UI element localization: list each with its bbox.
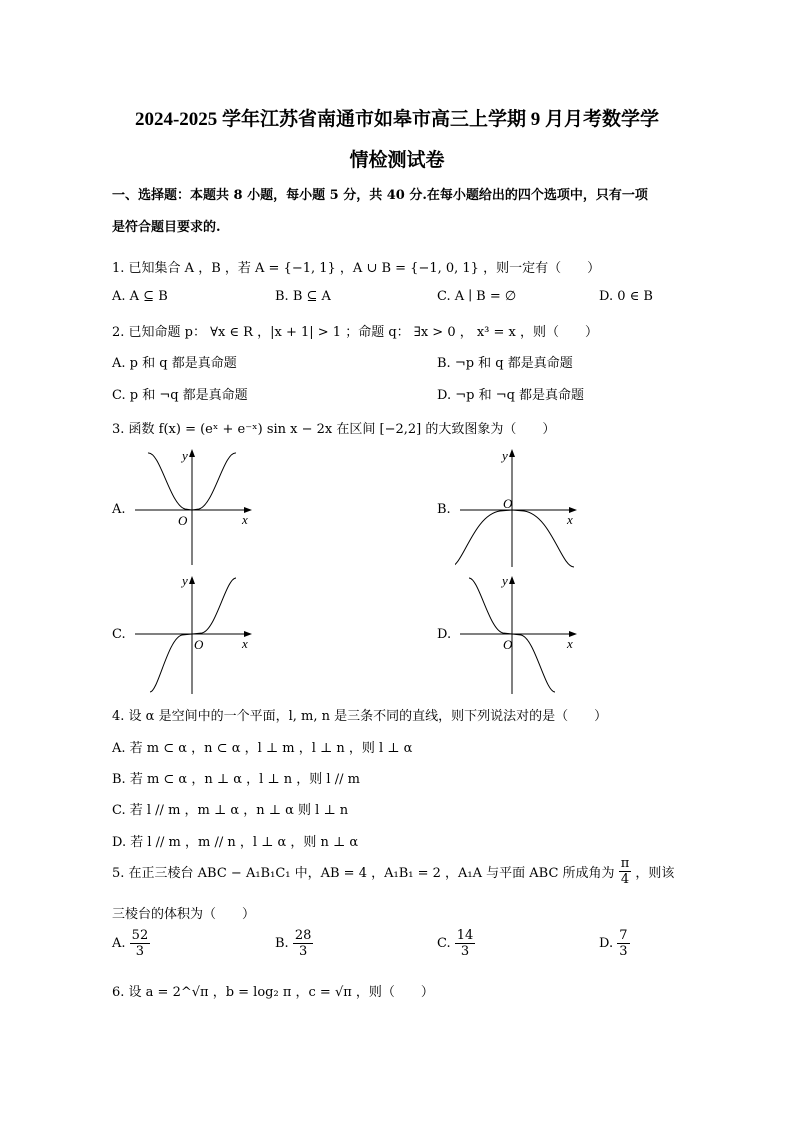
option-fraction — [293, 928, 314, 959]
option-label: A. — [112, 936, 126, 951]
question-4-option-d: D. 若 l // m ，m // n ，l ⊥ α ，则 n ⊥ α — [112, 835, 359, 850]
question-2-option-b: B. ¬p 和 q 都是真命题 — [437, 356, 573, 371]
angle-numerator: π — [620, 856, 630, 871]
option-fraction — [130, 928, 151, 959]
graph-c-y-label: y — [182, 573, 188, 588]
question-3-option-c-label: C. — [112, 627, 126, 642]
question-3-option-d-label: D. — [437, 627, 452, 642]
question-3-graph-a — [130, 445, 255, 567]
question-1-option-b: B. B ⊆ A — [275, 289, 331, 304]
section-heading-line2: 是符合题目要求的. — [112, 220, 221, 235]
numerator: 52 — [131, 928, 149, 943]
graph-a-y-label: y — [182, 448, 188, 463]
question-1-option-d: D. 0 ∈ B — [599, 289, 653, 304]
question-4-option-b: B. 若 m ⊂ α ，n ⊥ α ，l ⊥ n ，则 l // m — [112, 772, 360, 787]
option-label: C. — [437, 936, 451, 951]
question-3-stem: 3. 函数 f(x) = (eˣ + e⁻ˣ) sin x − 2x 在区间 [−2,2] 的大致图象为（ ） — [112, 422, 556, 437]
question-3-graph-c — [130, 572, 255, 697]
denominator: 3 — [298, 944, 308, 959]
question-3-option-b-label: B. — [437, 502, 451, 517]
question-3-option-a-label: A. — [112, 502, 126, 517]
graph-a-x-label: x — [242, 512, 248, 527]
question-5-stem-line2: 三棱台的体积为（ ） — [112, 907, 256, 922]
graph-d-origin-label: O — [503, 637, 513, 652]
numerator: 7 — [619, 928, 628, 943]
question-4-option-a: A. 若 m ⊂ α ，n ⊂ α ，l ⊥ m ，l ⊥ n ，则 l ⊥ α — [112, 741, 413, 756]
numerator: 14 — [456, 928, 474, 943]
denominator: 3 — [460, 944, 470, 959]
question-5-stem-a: 5. 在正三棱台 ABC − A₁B₁C₁ 中，AB = 4 ，A₁B₁ = 2 ，A₁A 与平面 ABC 所成角为 — [112, 866, 615, 881]
graph-b-origin-label: O — [503, 496, 513, 511]
document-title-line1: 2024-2025 学年江苏省南通市如皋市高三上学期 9 月月考数学学 — [134, 109, 660, 130]
question-5-option-d — [599, 928, 630, 959]
question-5-option-a — [112, 928, 150, 959]
graph-c-x-label: x — [242, 636, 248, 651]
document-title-line2: 情检测试卷 — [349, 150, 445, 171]
question-2-option-d: D. ¬p 和 ¬q 都是真命题 — [437, 388, 585, 403]
option-label: B. — [275, 936, 289, 951]
graph-b-x-label: x — [567, 512, 573, 527]
graph-d-x-label: x — [567, 636, 573, 651]
question-1-stem: 1. 已知集合 A ，B ，若 A = {−1, 1} ，A ∪ B = {−1, 0, 1} ，则一定有（ ） — [112, 261, 601, 276]
question-2-option-c: C. p 和 ¬q 都是真命题 — [112, 388, 248, 403]
question-4-option-c: C. 若 l // m ，m ⊥ α ，n ⊥ α 则 l ⊥ n — [112, 803, 349, 818]
question-6-stem: 6. 设 a = 2^√π ，b = log₂ π ，c = √π ，则（ ） — [112, 985, 434, 1000]
question-1-option-a: A. A ⊆ B — [112, 289, 168, 304]
question-2-option-a: A. p 和 q 都是真命题 — [112, 356, 237, 371]
question-3-graph-b — [455, 445, 580, 570]
option-label: D. — [599, 936, 614, 951]
graph-b-y-label: y — [502, 448, 508, 463]
graph-a-origin-label: O — [178, 513, 188, 528]
question-5-stem — [112, 856, 674, 887]
angle-denominator: 4 — [620, 872, 630, 887]
option-fraction — [455, 928, 476, 959]
denominator: 3 — [619, 944, 628, 959]
denominator: 3 — [135, 944, 145, 959]
question-3-graph-d — [455, 572, 580, 697]
question-5-option-b — [275, 928, 313, 959]
question-5-stem-b: ，则该 — [635, 866, 675, 881]
numerator: 28 — [294, 928, 312, 943]
graph-d-y-label: y — [502, 573, 508, 588]
question-5-angle-fraction — [619, 856, 632, 887]
option-fraction — [617, 928, 629, 959]
question-4-stem: 4. 设 α 是空间中的一个平面，l, m, n 是三条不同的直线，则下列说法对的是（ ） — [112, 709, 608, 724]
section-heading-line1: 一、选择题：本题共 8 小题，每小题 5 分，共 40 分.在每小题给出的四个选项中，只有一项 — [112, 188, 648, 203]
graph-c-origin-label: O — [194, 637, 204, 652]
question-5-option-c — [437, 928, 475, 959]
question-2-stem: 2. 已知命题 p： ∀x ∈ R ，|x + 1| > 1 ；命题 q： ∃x > 0 ， x³ = x ，则（ ） — [112, 325, 599, 340]
question-1-option-c: C. A ∣ B = ∅ — [437, 289, 517, 304]
